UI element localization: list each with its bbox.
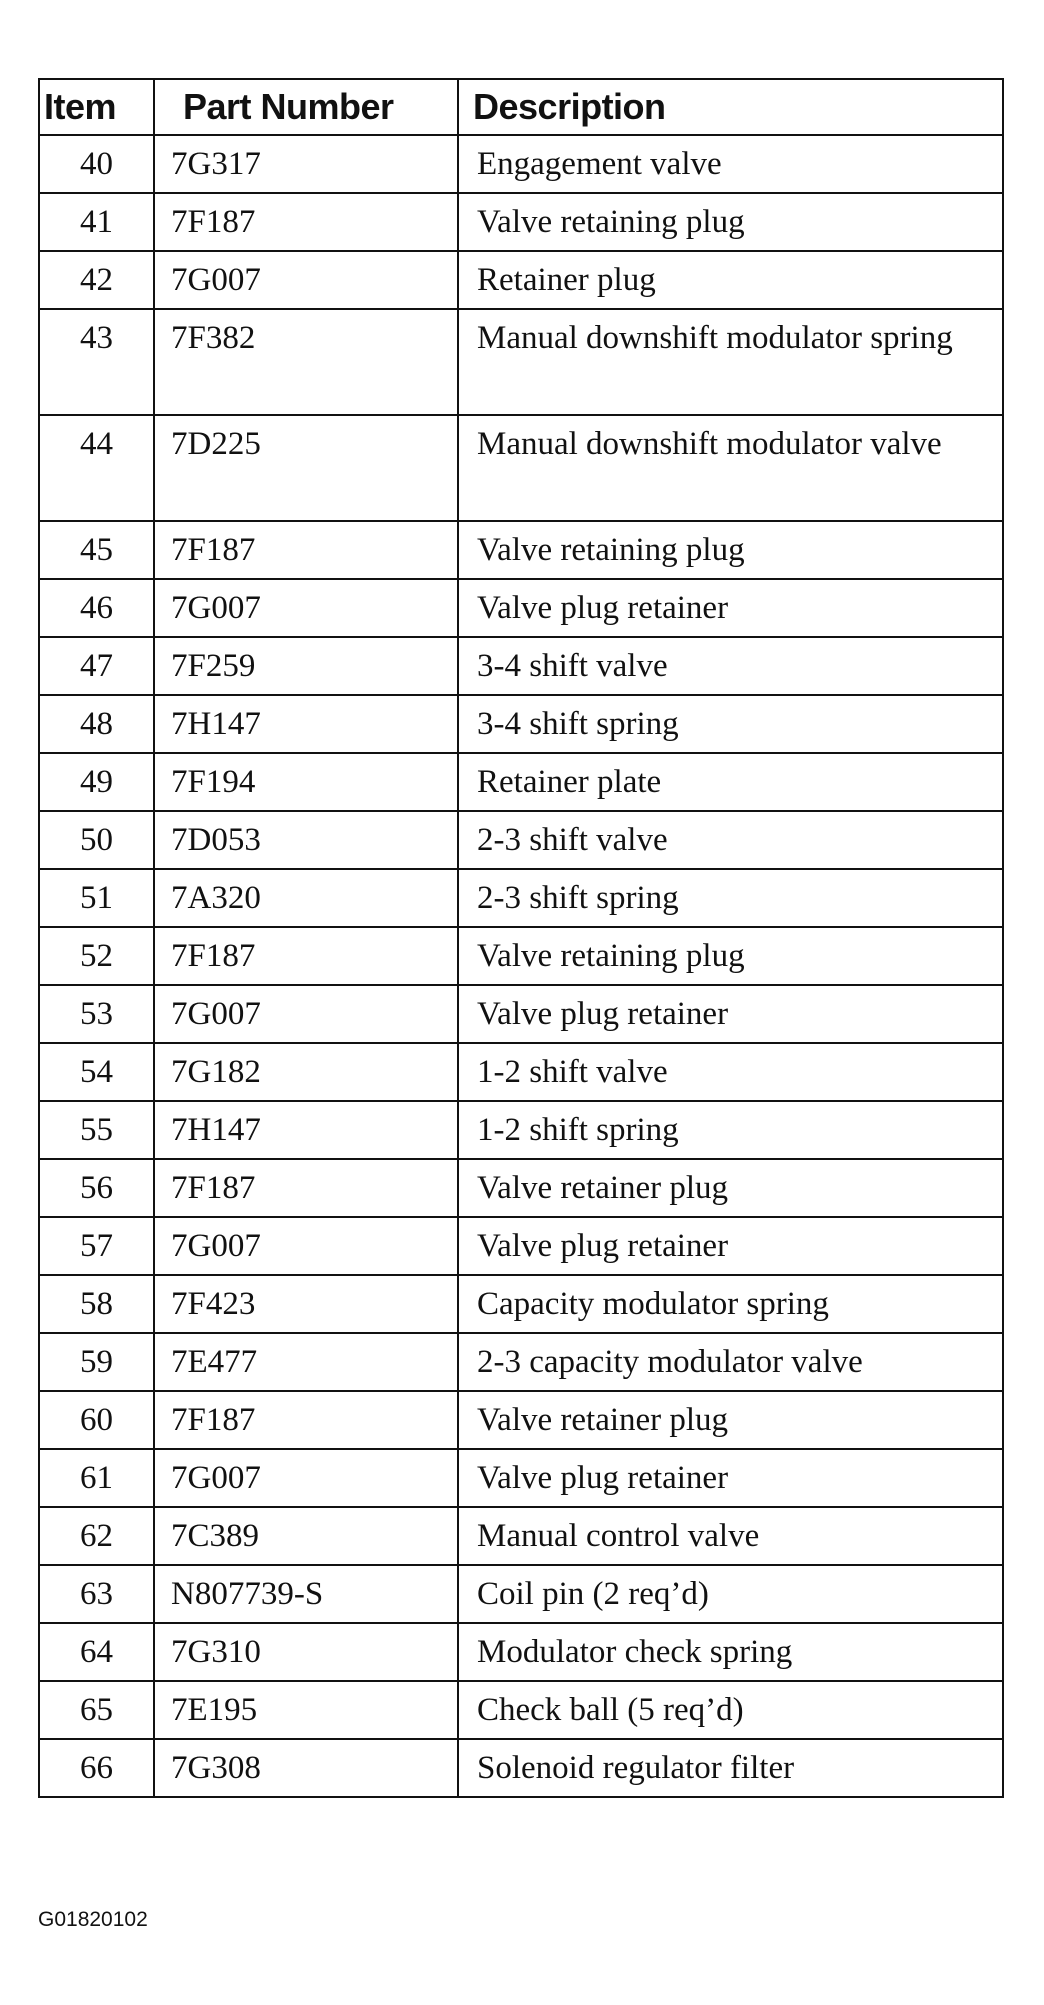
table-row (39, 1739, 1003, 1797)
item-cell: 60 (39, 1391, 154, 1449)
description-cell: Valve plug retainer (458, 985, 1003, 1043)
table-row (39, 1043, 1003, 1101)
description-cell: Manual control valve (458, 1507, 1003, 1565)
part-number-cell: 7E477 (154, 1333, 458, 1391)
item-cell: 52 (39, 927, 154, 985)
item-cell: 45 (39, 521, 154, 579)
part-number-cell: 7F259 (154, 637, 458, 695)
item-cell: 58 (39, 1275, 154, 1333)
item-cell: 59 (39, 1333, 154, 1391)
part-number-cell: 7F423 (154, 1275, 458, 1333)
part-number-cell: 7F194 (154, 753, 458, 811)
parts-table-header (39, 79, 1003, 135)
figure-code: G01820102 (38, 1908, 148, 1931)
description-cell: Manual downshift modulator spring (458, 309, 1003, 415)
table-row (39, 1159, 1003, 1217)
item-cell: 53 (39, 985, 154, 1043)
part-number-cell: 7G007 (154, 251, 458, 309)
description-cell: Valve plug retainer (458, 1217, 1003, 1275)
description-cell: Capacity modulator spring (458, 1275, 1003, 1333)
item-cell: 43 (39, 309, 154, 415)
part-number-cell: 7E195 (154, 1681, 458, 1739)
table-row (39, 695, 1003, 753)
table-row (39, 415, 1003, 521)
description-cell: 1-2 shift spring (458, 1101, 1003, 1159)
table-row (39, 1681, 1003, 1739)
part-number-cell: 7H147 (154, 1101, 458, 1159)
item-cell: 66 (39, 1739, 154, 1797)
description-cell: Valve plug retainer (458, 1449, 1003, 1507)
description-cell: 2-3 capacity modulator valve (458, 1333, 1003, 1391)
description-cell: Manual downshift modulator valve (458, 415, 1003, 521)
part-number-cell: 7H147 (154, 695, 458, 753)
item-cell: 48 (39, 695, 154, 753)
part-number-cell: 7G317 (154, 135, 458, 193)
item-column-header: Item (39, 79, 154, 135)
table-row (39, 193, 1003, 251)
part-number-cell: 7F382 (154, 309, 458, 415)
table-row (39, 1275, 1003, 1333)
part-number-cell: 7F187 (154, 927, 458, 985)
item-cell: 42 (39, 251, 154, 309)
table-row (39, 135, 1003, 193)
description-cell: Valve retainer plug (458, 1391, 1003, 1449)
part-number-cell: 7D225 (154, 415, 458, 521)
item-cell: 65 (39, 1681, 154, 1739)
part-number-cell: 7G308 (154, 1739, 458, 1797)
table-row (39, 753, 1003, 811)
part-number-cell: 7D053 (154, 811, 458, 869)
table-row (39, 1565, 1003, 1623)
description-cell: 3-4 shift spring (458, 695, 1003, 753)
item-cell: 61 (39, 1449, 154, 1507)
description-cell: 3-4 shift valve (458, 637, 1003, 695)
table-row (39, 869, 1003, 927)
table-row (39, 1507, 1003, 1565)
part-number-cell: 7A320 (154, 869, 458, 927)
table-row (39, 579, 1003, 637)
part-number-cell: N807739-S (154, 1565, 458, 1623)
description-cell: Engagement valve (458, 135, 1003, 193)
item-cell: 55 (39, 1101, 154, 1159)
item-cell: 57 (39, 1217, 154, 1275)
table-row (39, 1217, 1003, 1275)
table-row (39, 811, 1003, 869)
description-cell: 2-3 shift valve (458, 811, 1003, 869)
table-row (39, 1623, 1003, 1681)
description-cell: Valve retainer plug (458, 1159, 1003, 1217)
item-cell: 41 (39, 193, 154, 251)
part-number-cell: 7G007 (154, 985, 458, 1043)
description-cell: Retainer plate (458, 753, 1003, 811)
item-cell: 47 (39, 637, 154, 695)
description-cell: Valve retaining plug (458, 521, 1003, 579)
header-row (39, 79, 1003, 135)
item-cell: 46 (39, 579, 154, 637)
item-cell: 64 (39, 1623, 154, 1681)
part-number-column-header: Part Number (154, 79, 458, 135)
item-cell: 54 (39, 1043, 154, 1101)
description-cell: Check ball (5 req’d) (458, 1681, 1003, 1739)
description-cell: Coil pin (2 req’d) (458, 1565, 1003, 1623)
item-cell: 56 (39, 1159, 154, 1217)
description-cell: Valve plug retainer (458, 579, 1003, 637)
parts-table-body (39, 135, 1003, 1797)
table-row (39, 927, 1003, 985)
table-row (39, 1333, 1003, 1391)
item-cell: 49 (39, 753, 154, 811)
table-row (39, 1101, 1003, 1159)
item-cell: 63 (39, 1565, 154, 1623)
part-number-cell: 7F187 (154, 1391, 458, 1449)
table-row (39, 1391, 1003, 1449)
table-row (39, 1449, 1003, 1507)
part-number-cell: 7G007 (154, 1217, 458, 1275)
part-number-cell: 7F187 (154, 1159, 458, 1217)
item-cell: 50 (39, 811, 154, 869)
part-number-cell: 7G007 (154, 579, 458, 637)
item-cell: 44 (39, 415, 154, 521)
item-cell: 62 (39, 1507, 154, 1565)
part-number-cell: 7F187 (154, 193, 458, 251)
description-cell: Valve retaining plug (458, 927, 1003, 985)
item-cell: 40 (39, 135, 154, 193)
description-cell: Retainer plug (458, 251, 1003, 309)
table-row (39, 309, 1003, 415)
description-cell: Solenoid regulator filter (458, 1739, 1003, 1797)
table-row (39, 637, 1003, 695)
table-row (39, 521, 1003, 579)
part-number-cell: 7C389 (154, 1507, 458, 1565)
description-cell: 2-3 shift spring (458, 869, 1003, 927)
parts-table (38, 78, 1004, 1798)
table-row (39, 251, 1003, 309)
description-cell: 1-2 shift valve (458, 1043, 1003, 1101)
table-row (39, 985, 1003, 1043)
description-column-header: Description (458, 79, 1003, 135)
part-number-cell: 7F187 (154, 521, 458, 579)
description-cell: Valve retaining plug (458, 193, 1003, 251)
part-number-cell: 7G310 (154, 1623, 458, 1681)
part-number-cell: 7G182 (154, 1043, 458, 1101)
description-cell: Modulator check spring (458, 1623, 1003, 1681)
part-number-cell: 7G007 (154, 1449, 458, 1507)
item-cell: 51 (39, 869, 154, 927)
